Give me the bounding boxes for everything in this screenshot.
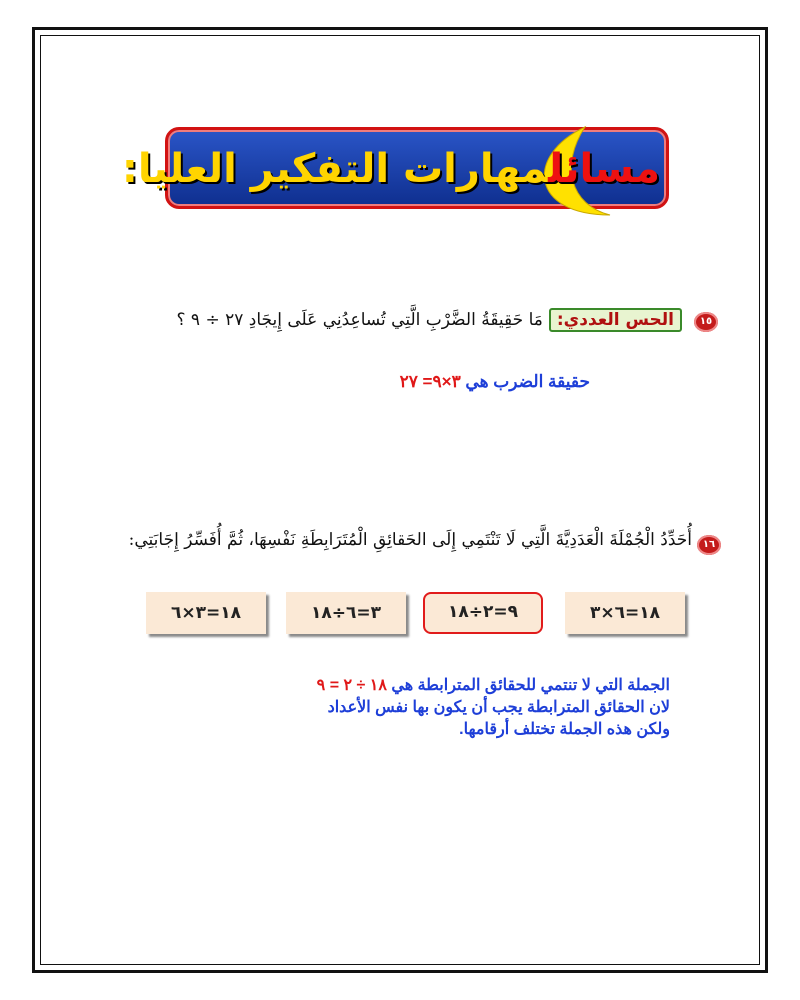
answer-16-line-2: لان الحقائق المترابطة يجب أن يكون بها نفس الأعداد bbox=[327, 699, 670, 716]
equation-card: ١٨=٦×٣ bbox=[565, 592, 685, 634]
question-number-badge: ١٦ bbox=[697, 535, 721, 555]
answer-16-value: ١٨ ÷ ٢ = ٩ bbox=[316, 677, 387, 694]
question-number-badge: ١٥ bbox=[694, 312, 718, 332]
title-yellow-part: مهارات التفكير العليا: bbox=[121, 146, 549, 192]
answer-16-label: الجملة التي لا تنتمي للحقائق المترابطة هي bbox=[386, 677, 670, 694]
question-15-answer bbox=[300, 372, 590, 392]
answer-16-line-3: ولكن هذه الجملة تختلف أرقامها. bbox=[459, 721, 670, 738]
answer-15-value: ٣×٩= ٢٧ bbox=[399, 372, 461, 391]
equation-card-highlighted: ٩=٢÷١٨ bbox=[423, 592, 543, 634]
question-16-text: أُحَدِّدُ الْجُمْلَةَ الْعَدَدِيَّةَ الَّتِي لَا تَنْتَمِي إِلَى الحَقائِقِ الْمُتَرَابِطَةِ نَفْسِهَا، ثُمَّ أُفَسِّرُ إِجَابَتِي: bbox=[128, 530, 692, 550]
answer-16-line-1 bbox=[225, 675, 670, 697]
number-sense-tag: الحس العددي: bbox=[549, 308, 682, 332]
question-15-text: مَا حَقِيقَةُ الضَّرْبِ الَّتِي تُساعِدُنِي عَلَى إِيجَادِ ٢٧ ÷ ٩ ؟ bbox=[176, 310, 543, 330]
equation-card: ١٨=٣×٦ bbox=[146, 592, 266, 634]
question-16-answer bbox=[225, 675, 670, 741]
page-title bbox=[121, 140, 660, 200]
answer-15-label: حقيقة الضرب هي bbox=[460, 372, 590, 391]
title-red-part: مسائل bbox=[548, 146, 660, 192]
equation-card: ٣=٦÷١٨ bbox=[286, 592, 406, 634]
question-15-line bbox=[176, 308, 682, 332]
